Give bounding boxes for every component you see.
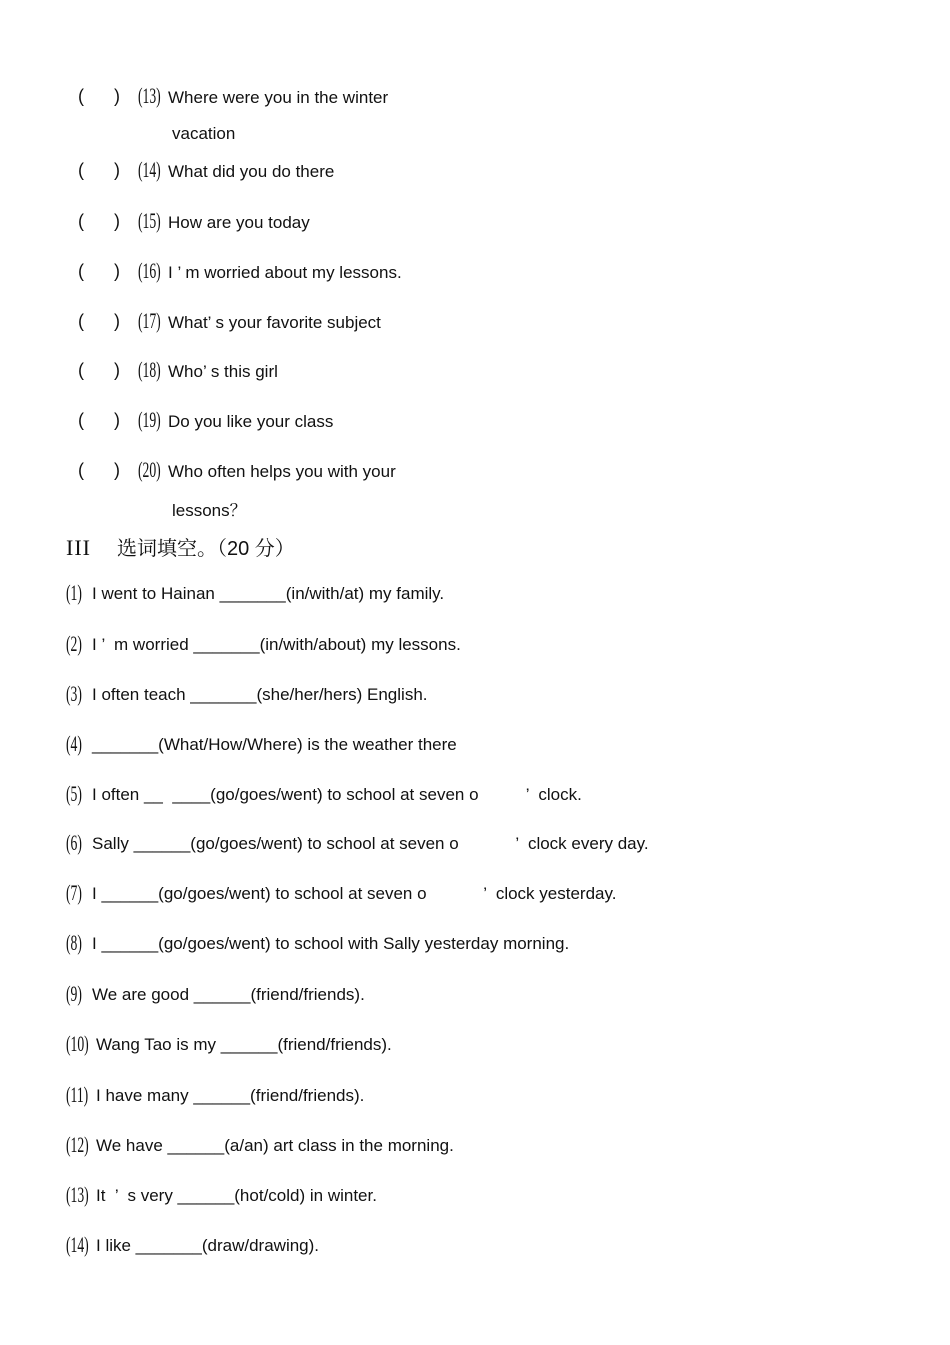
item-number: (15)	[138, 208, 161, 233]
paren-right: )	[114, 261, 120, 281]
fill-item	[66, 631, 461, 657]
qa-item	[78, 258, 498, 285]
item-number: (16)	[138, 258, 161, 283]
item-number: (7)	[66, 880, 82, 905]
item-number: (13)	[138, 83, 161, 108]
fill-item	[66, 930, 570, 956]
item-number: (11)	[66, 1082, 89, 1107]
fill-item	[66, 1232, 320, 1258]
paren-right: )	[114, 160, 120, 180]
paren-left: (	[78, 311, 84, 331]
fill-item	[66, 781, 582, 807]
item-text[interactable]: Sally ______(go/goes/went) to school at seven o ’ clock every day.	[92, 834, 649, 853]
item-text[interactable]: I ’ m worried _______(in/with/about) my lessons.	[92, 635, 461, 654]
item-text[interactable]: I often teach _______(she/her/hers) English.	[92, 685, 428, 704]
item-text[interactable]: I ______(go/goes/went) to school with Sally yesterday morning.	[92, 934, 570, 953]
item-number: (2)	[66, 631, 82, 656]
answer-paren[interactable]	[78, 410, 120, 431]
paren-left: (	[78, 261, 84, 281]
item-text[interactable]: I often __ ____(go/goes/went) to school at seven o ’ clock.	[92, 785, 582, 804]
qa-item	[78, 357, 498, 384]
paren-left: (	[78, 460, 84, 480]
fill-item	[66, 731, 457, 757]
item-number: (13)	[66, 1182, 89, 1207]
item-number: (5)	[66, 781, 82, 806]
answer-paren[interactable]	[78, 211, 120, 232]
fill-item	[66, 880, 617, 906]
paren-left: (	[78, 211, 84, 231]
answer-paren[interactable]	[78, 86, 120, 107]
fill-item	[66, 1031, 392, 1057]
item-text: Who often helps you with your	[168, 462, 396, 481]
qa-item	[78, 457, 498, 520]
item-text[interactable]: I like _______(draw/drawing).	[96, 1236, 320, 1255]
paren-left: (	[78, 360, 84, 380]
paren-right: )	[114, 410, 120, 430]
item-number: (17)	[138, 308, 161, 333]
item-number: (4)	[66, 731, 82, 756]
section-heading	[66, 532, 295, 561]
paren-left: (	[78, 160, 84, 180]
paren-right: )	[114, 311, 120, 331]
answer-paren[interactable]	[78, 460, 120, 481]
fill-item	[66, 981, 365, 1007]
qa-item	[78, 83, 498, 143]
item-text: Do you like your class	[168, 412, 334, 431]
answer-paren[interactable]	[78, 160, 120, 181]
item-number: (8)	[66, 930, 82, 955]
item-text[interactable]: I ______(go/goes/went) to school at seven o ’ clock yesterday.	[92, 884, 617, 903]
paren-left: (	[78, 86, 84, 106]
qa-item	[78, 157, 498, 184]
answer-paren[interactable]	[78, 360, 120, 381]
item-number: (3)	[66, 681, 82, 706]
item-number: (12)	[66, 1132, 89, 1157]
fill-item	[66, 1132, 454, 1158]
item-text: What did you do there	[168, 162, 335, 181]
item-number: (14)	[66, 1232, 89, 1257]
item-text[interactable]: It ’ s very ______(hot/cold) in winter.	[96, 1186, 377, 1205]
item-number: (20)	[138, 457, 161, 482]
item-text: What’ s your favorite subject	[168, 313, 381, 332]
qa-item	[78, 208, 498, 235]
qa-item	[78, 407, 498, 434]
item-number: (19)	[138, 407, 161, 432]
item-number: (10)	[66, 1031, 89, 1056]
fill-item	[66, 681, 428, 707]
item-text[interactable]: We are good ______(friend/friends).	[92, 985, 365, 1004]
fill-item	[66, 1082, 365, 1108]
item-text-continued: vacation	[172, 124, 236, 143]
fill-item	[66, 830, 649, 856]
fill-item	[66, 1182, 377, 1208]
answer-paren[interactable]	[78, 261, 120, 282]
item-text: Who’ s this girl	[168, 362, 278, 381]
item-number: (18)	[138, 357, 161, 382]
paren-left: (	[78, 410, 84, 430]
item-number: (14)	[138, 157, 161, 182]
item-text: I ’ m worried about my lessons.	[168, 263, 402, 282]
item-text[interactable]: Wang Tao is my ______(friend/friends).	[96, 1035, 392, 1054]
answer-paren[interactable]	[78, 311, 120, 332]
qa-item	[78, 308, 498, 335]
paren-right: )	[114, 460, 120, 480]
item-text-continued: lessons？	[172, 501, 247, 520]
item-text[interactable]: I have many ______(friend/friends).	[96, 1086, 365, 1105]
item-number: (6)	[66, 830, 82, 855]
item-number: (9)	[66, 981, 82, 1006]
paren-right: )	[114, 360, 120, 380]
paren-right: )	[114, 86, 120, 106]
item-text: How are you today	[168, 213, 310, 232]
item-number: (1)	[66, 580, 82, 605]
item-text[interactable]: _______(What/How/Where) is the weather there	[92, 735, 457, 754]
section-number: III	[66, 535, 91, 560]
section-title: 选词填空。（20 分）	[116, 538, 295, 560]
paren-right: )	[114, 211, 120, 231]
fill-item	[66, 580, 445, 606]
item-text[interactable]: We have ______(a/an) art class in the morning.	[96, 1136, 454, 1155]
item-text: Where were you in the winter	[168, 88, 389, 107]
item-text[interactable]: I went to Hainan _______(in/with/at) my family.	[92, 584, 445, 603]
